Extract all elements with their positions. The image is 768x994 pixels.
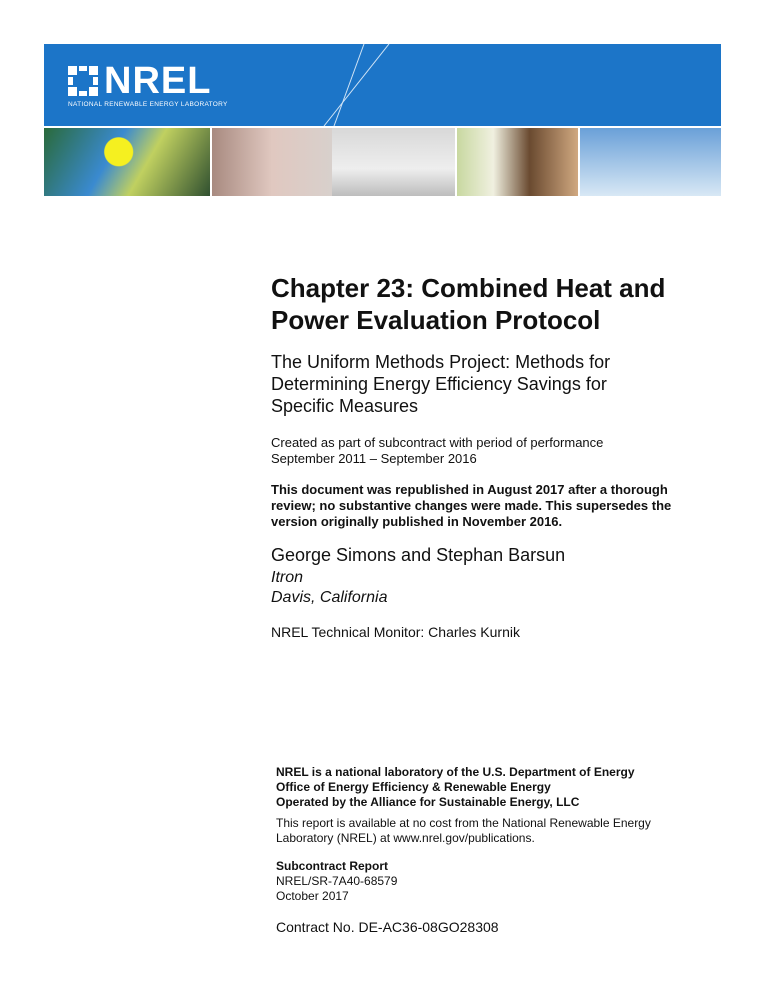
nrel-banner: [44, 44, 721, 126]
lab-statement: NREL is a national laboratory of the U.S. Department of Energy Office of Energy Efficiency & Renewable Energy Operated by the Alliance for Sustainable Energy, LLC: [276, 765, 635, 809]
photo-electric-car: [332, 128, 455, 196]
performance-period: Created as part of subcontract with period of performance September 2011 – September 2016: [271, 435, 604, 466]
availability-statement: This report is available at no cost from the National Renewable Energy Laboratory (NREL) at www.nrel.gov/publications.: [276, 816, 651, 845]
nrel-logo: NREL: [68, 64, 211, 98]
document-title: Chapter 23: Combined Heat and Power Evaluation Protocol: [271, 273, 666, 335]
photo-visualization: [44, 128, 210, 196]
technical-monitor: NREL Technical Monitor: Charles Kurnik: [271, 624, 520, 640]
document-subtitle: The Uniform Methods Project: Methods for Determining Energy Efficiency Savings for Specific Measures: [271, 352, 611, 416]
photo-strip: [44, 128, 721, 196]
report-info: Subcontract Report NREL/SR-7A40-68579 October 2017: [276, 859, 398, 903]
logo-subtitle: NATIONAL RENEWABLE ENERGY LABORATORY: [68, 101, 228, 108]
photo-lab-tubes: [457, 128, 578, 196]
organization: Itron: [271, 569, 304, 586]
authors: George Simons and Stephan Barsun: [271, 545, 566, 565]
photo-solar-cell: [212, 128, 332, 196]
contract-number: Contract No. DE-AC36-08GO28308: [276, 919, 499, 935]
location: Davis, California: [271, 589, 388, 606]
photo-wind-turbine: [580, 128, 721, 196]
republish-notice: This document was republished in August 2017 after a thorough review; no substantive changes were made. This supersedes the version originally published in November 2016.: [271, 482, 672, 529]
